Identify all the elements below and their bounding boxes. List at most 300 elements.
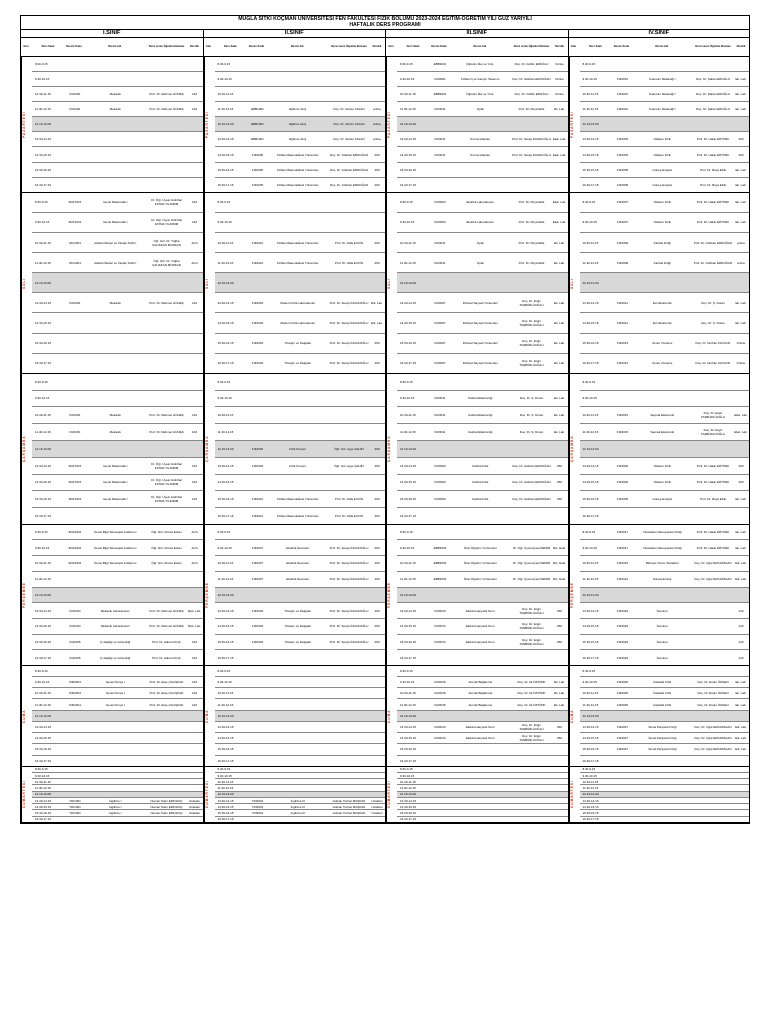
course-code: ENF1001	[68, 530, 82, 535]
room: Ek. Lab.	[735, 76, 747, 81]
course-name: Seminer	[656, 655, 668, 660]
time-cell: 14.30-15.15	[582, 624, 599, 629]
day-name: CUMA	[569, 666, 580, 766]
course-name: Elektrik Devreleri	[286, 545, 310, 550]
time-cell: 13.30-14.15	[35, 300, 52, 305]
course-code: FIZ4001	[616, 76, 629, 81]
course-code: FIZ4005	[616, 497, 629, 502]
time-cell: 14.30-15.15	[35, 736, 52, 741]
column-header: Derslik	[736, 45, 746, 49]
instructor: Prof. Dr. Serap KAVAKOĞLU	[329, 624, 369, 629]
instructor: Prof. Dr. Mehmet GÜNEŞ	[149, 430, 184, 435]
table-row	[397, 253, 568, 273]
instructor: Prof. Dr. Atilla EVCİN	[334, 497, 364, 502]
table-row	[397, 688, 568, 699]
room: Uzaktan	[371, 798, 383, 803]
table-row	[580, 677, 750, 688]
column-header: Dersi veren Öğretim Elemanı	[695, 45, 731, 49]
course-code: FIZ4019	[616, 561, 629, 566]
time-cell: 9.30-10.15	[400, 773, 415, 778]
instructor: Doç. Dr. Uğur ERKARSLAN	[694, 577, 732, 582]
table-row	[397, 213, 568, 233]
class-title: II.SINIF	[204, 30, 386, 38]
time-cell: 12.15-13.00	[35, 592, 52, 597]
table-row	[215, 57, 386, 72]
column-header: Dersin Adı	[473, 45, 487, 49]
time-cell: 15.30-16.15	[400, 497, 417, 502]
table-row	[397, 525, 568, 541]
time-cell: 15.30-16.15	[400, 747, 417, 752]
time-cell: 8.30-9.15	[217, 668, 231, 673]
course-code: FIZ3011	[434, 137, 446, 142]
instructor: Prof. Dr. Serap KAVAKOĞLU	[329, 341, 369, 346]
time-cell: 14.30-15.15	[217, 804, 234, 809]
course-code: FIZ4003	[616, 480, 629, 485]
table-row	[215, 817, 386, 822]
course-name: Modern Fizik Laboratuvarı	[280, 300, 316, 305]
room: 140	[191, 497, 197, 502]
table-row	[32, 588, 203, 604]
day-name: ÇARŞAMBA	[204, 374, 215, 524]
time-cell: 14.30-15.15	[217, 736, 234, 741]
instructor: Doç. Dr. Ergin TAŞBÜRLÜOĞLU	[519, 319, 544, 328]
room: Uzaktan	[188, 810, 200, 815]
room: Elk. Lab.	[735, 736, 747, 741]
room: 260	[374, 608, 380, 613]
time-cell: 16.30-17.15	[400, 513, 417, 518]
time-cell: 12.15-13.00	[582, 713, 599, 718]
time-cell: 8.30-9.15	[35, 668, 48, 673]
time-cell: 9.30-10.15	[35, 396, 50, 401]
instructor: Doç. Dr. Nurhan KAYACIK	[695, 361, 731, 366]
room: Elk. Lab.	[735, 561, 747, 566]
time-cell: 11.30-12.15	[35, 107, 51, 112]
table-row	[580, 619, 750, 635]
time-cell: 8.30-9.15	[35, 61, 48, 66]
table-row	[397, 817, 568, 822]
time-cell: 8.30-9.15	[400, 61, 413, 66]
course-name: Fizik Kimya I	[289, 446, 307, 451]
course-code: FIZ4023	[616, 655, 629, 660]
table-row	[32, 334, 203, 354]
course-name: Mekanik	[109, 92, 121, 97]
instructor: Prof. Dr. Mehmet GÜNEŞ	[149, 413, 184, 418]
instructor: Doç. Dr. Ergin TAŞBÜRLÜOĞLU	[700, 428, 726, 437]
course-code: FIZ3013	[434, 639, 446, 644]
table-row	[32, 117, 203, 132]
time-cell: 13.30-14.15	[217, 463, 234, 468]
time-cell: 9.30-10.15	[582, 773, 597, 778]
instructor: Doç. Dr. Ali ÖZTÜRK	[517, 702, 546, 707]
time-cell: 8.30-9.15	[217, 61, 231, 66]
instructor: Prof. Dr. Serap KAVAKOĞLU	[329, 361, 369, 366]
day-block	[569, 374, 750, 525]
room: Ek. Lab.	[735, 702, 747, 707]
table-row	[580, 441, 750, 458]
table-row	[215, 491, 386, 508]
table-row	[215, 253, 386, 273]
room: 260	[374, 446, 380, 451]
table-row	[397, 650, 568, 665]
instructor: Doç. Dr. Şaban EROĞLU	[696, 92, 730, 97]
day-block	[204, 525, 386, 666]
course-name: İngilizce I	[108, 798, 122, 803]
table-row	[32, 313, 203, 333]
table-row	[580, 147, 750, 162]
day-block	[204, 57, 386, 193]
time-cell: 14.30-15.15	[582, 736, 599, 741]
course-code: MAT1001	[68, 480, 82, 485]
room: 140	[191, 200, 197, 205]
time-cell: 14.30-15.15	[582, 480, 599, 485]
instructor: Doç. Dr. Gülbin EROĞLU	[514, 92, 549, 97]
time-cell: 13.30-14.15	[400, 300, 417, 305]
course-name: Katıhal Elektroniği	[468, 430, 493, 435]
table-row	[215, 407, 386, 424]
time-cell: 11.30-12.15	[217, 260, 234, 265]
course-name: İngilizce III	[290, 810, 305, 815]
instructor: Prof. Dr. Serap KAVAKOĞLU	[329, 639, 369, 644]
time-cell: 10.30-11.15	[400, 691, 416, 696]
time-cell: 14.30-15.15	[35, 480, 52, 485]
day-block	[386, 193, 568, 374]
time-cell: 13.30-14.15	[582, 725, 599, 730]
table-row	[397, 458, 568, 475]
course-code: FIZ1005	[69, 639, 81, 644]
room: 260	[738, 480, 744, 485]
instructor: Prof. Dr. Rüya EKE	[518, 220, 545, 225]
course-code: FIZ4027	[616, 725, 629, 730]
time-cell: 14.30-15.15	[35, 624, 52, 629]
table-row	[215, 733, 386, 744]
course-name: Titreşim ve Dalgalar	[284, 639, 312, 644]
time-cell: 12.15-13.00	[217, 280, 234, 285]
course-code: YDİ1001	[69, 804, 81, 809]
room: 140	[738, 624, 744, 629]
table-row	[32, 722, 203, 733]
course-code: MAT1001	[68, 200, 82, 205]
instructor: Prof. Dr. Eray ÇALIŞKAN	[149, 680, 184, 685]
room: Ek. Lab.	[553, 240, 565, 245]
course-name: Katıhal Fiziği	[653, 240, 671, 245]
room: Online	[555, 61, 564, 66]
schedule-grid	[20, 29, 750, 824]
column-header: Gün	[23, 45, 29, 49]
room: Ek. Lab.	[553, 321, 565, 326]
table-row	[215, 233, 386, 253]
table-row	[397, 273, 568, 293]
room: Ek. Lab.	[735, 530, 747, 535]
time-cell: 14.30-15.15	[217, 152, 234, 157]
table-row	[580, 57, 750, 72]
table-row	[215, 391, 386, 408]
course-name: Elektrik Laboratuvarı	[466, 220, 494, 225]
course-name: Fizikte Matematiksel Yöntemler	[276, 260, 319, 265]
room: Amfi	[191, 260, 198, 265]
table-row	[32, 441, 203, 458]
time-cell: 16.30-17.15	[400, 758, 417, 763]
time-cell: 10.30-11.15	[582, 413, 599, 418]
course-name: Sınav Yönetimi	[652, 341, 673, 346]
time-cell: 9.30-10.15	[35, 76, 50, 81]
time-cell: 10.30-11.15	[400, 92, 416, 97]
course-code: FIZ3007	[434, 341, 446, 346]
instructor: Doç. Dr. Gülnur ASLAN	[333, 137, 365, 142]
room: Ek. Lab.	[735, 300, 747, 305]
table-row	[397, 540, 568, 556]
course-name: İleri Elektronik	[652, 300, 672, 305]
column-header: Ders Saatı	[41, 45, 55, 49]
time-cell: 15.30-16.15	[217, 341, 234, 346]
instructor: Doç. Dr. Ersan ÖZGEN	[697, 702, 729, 707]
table-row	[215, 117, 386, 132]
instructor: Prof. Dr. Serap KAVAKOĞLU	[329, 545, 369, 550]
instructor: Doç. Dr. Gökhan ERDOĞAN	[329, 182, 369, 187]
course-name: İngilizce I	[108, 804, 122, 809]
room: Ek. Lab.	[735, 200, 747, 205]
time-cell: 16.30-17.15	[35, 182, 52, 187]
course-code: FIZ3013	[434, 725, 446, 730]
table-row	[397, 87, 568, 102]
time-cell: 10.30-11.15	[35, 561, 51, 566]
room: Elk. Lab.	[735, 747, 747, 752]
instructor: Prof. Dr. Gökhan ERDOĞAN	[693, 260, 733, 265]
table-row	[580, 603, 750, 619]
room: Ek. Lab.	[553, 260, 565, 265]
time-cell: 11.30-12.15	[217, 107, 234, 112]
column-header: Derslik	[555, 45, 564, 49]
time-cell: 11.30-12.15	[35, 430, 51, 435]
table-row	[215, 540, 386, 556]
time-cell: 12.15-13.00	[217, 792, 234, 797]
time-cell: 9.30-10.15	[217, 545, 232, 550]
table-row	[580, 407, 750, 424]
instructor: Doç. Dr. Ergin TAŞBÜRLÜOĞLU	[519, 298, 544, 307]
table-row	[32, 193, 203, 213]
time-cell: 12.15-13.00	[35, 792, 52, 797]
table-row	[32, 572, 203, 588]
course-code: FIZ4001	[616, 107, 629, 112]
table-row	[580, 354, 750, 373]
time-cell: 9.30-10.15	[582, 680, 597, 685]
time-cell: 16.30-17.15	[35, 817, 52, 822]
course-code: FIZ2001	[251, 497, 264, 502]
instructor: Prof. Dr. Gökhan ERDOĞAN	[693, 240, 733, 245]
course-name: Kuvvet Alanları	[470, 152, 491, 157]
course-code: FIZ1001	[69, 413, 81, 418]
instructor: Doç. Dr. Ersan ÖZGEN	[697, 691, 729, 696]
room: Ek. Lab.	[735, 497, 747, 502]
day-block	[21, 57, 203, 193]
table-row	[580, 213, 750, 233]
course-code: FIZ3011	[434, 107, 446, 112]
instructor: Dr. Öğr. Üyesi Gülnihal FATMA YILDIRIM	[151, 461, 182, 470]
day-name: SALI	[569, 193, 580, 373]
course-name: Elektromanyetik Teori	[465, 608, 495, 613]
table-row	[397, 117, 568, 132]
course-code: FIZ4009	[616, 260, 629, 265]
table-row	[397, 72, 568, 87]
course-name: Eğitime Giriş	[289, 122, 307, 127]
time-cell: 12.15-13.00	[35, 280, 52, 285]
course-name: Temel Bilgi Teknolojisi Kullanımı	[94, 545, 137, 550]
time-cell: 16.30-17.15	[35, 655, 52, 660]
time-cell: 13.30-14.15	[400, 463, 417, 468]
table-row	[397, 334, 568, 354]
room: 140	[191, 702, 197, 707]
table-row	[397, 744, 568, 755]
time-cell: 8.30-9.15	[35, 767, 48, 772]
instructor: Dr. Öğr. Üyesi Aysel DEMİR	[512, 577, 551, 582]
column-header: Ders Saatı	[589, 45, 602, 49]
day-name: ÇARŞAMBA	[569, 374, 580, 524]
course-name: Genel Kimya I	[105, 680, 125, 685]
schedule-sheet	[20, 15, 768, 824]
table-row	[32, 72, 203, 87]
course-code: FIZ2003	[251, 608, 264, 613]
table-row	[215, 666, 386, 677]
time-cell: 10.30-11.15	[400, 779, 416, 784]
day-name: CUMA	[204, 666, 215, 766]
time-cell: 12.15-13.00	[217, 592, 234, 597]
course-code: FIZ4013	[616, 341, 629, 346]
course-code: FIZ2003	[251, 300, 264, 305]
time-cell: 8.30-9.15	[217, 767, 231, 772]
instructor: Prof. Dr. Mehmet GÜNEŞ	[149, 92, 184, 97]
time-cell: 15.30-16.15	[217, 810, 234, 815]
room: 260	[556, 463, 562, 468]
day-name: SALI	[204, 193, 215, 373]
table-row	[32, 253, 203, 273]
time-cell: 14.30-15.15	[35, 321, 52, 326]
time-cell: 9.30-10.15	[35, 680, 50, 685]
table-row	[215, 293, 386, 313]
instructor: Prof. Dr. Adnan KILIÇ	[152, 639, 181, 644]
instructor: Doç. Dr. Gökhan ERDOĞAN	[512, 480, 551, 485]
room: 140	[191, 107, 197, 112]
room: Ek. Lab.	[553, 691, 565, 696]
course-code: FIZ1005	[69, 655, 81, 660]
room: 260	[556, 608, 562, 613]
course-code: FIZ3011	[434, 152, 446, 157]
column-headers	[386, 38, 568, 57]
room: Ek. Lab.	[553, 300, 565, 305]
course-code: FIZ4027	[616, 747, 629, 752]
course-name: Özel Öğretim Yöntemleri	[463, 577, 497, 582]
table-row	[32, 475, 203, 492]
room: Elk. Lab.	[735, 577, 747, 582]
table-row	[32, 540, 203, 556]
course-code: FIZ3001	[434, 76, 446, 81]
room: 140	[191, 430, 197, 435]
course-name: İngilizce III	[290, 798, 305, 803]
time-cell: 10.30-11.15	[35, 413, 51, 418]
time-cell: 13.30-14.15	[217, 137, 234, 142]
time-cell: 8.30-9.15	[400, 668, 413, 673]
table-row	[580, 391, 750, 408]
course-name: Mekanik	[109, 430, 121, 435]
instructor: Dr. Öğr. Üyesi Gülnihal FATMA YILDIRIM	[151, 198, 182, 207]
course-name: Seminer	[656, 608, 668, 613]
room: 260	[374, 463, 380, 468]
time-cell: 11.30-12.15	[35, 702, 51, 707]
table-row	[397, 588, 568, 604]
time-cell: 12.15-13.00	[35, 713, 52, 718]
table-row	[215, 87, 386, 102]
course-name: Genel Matematik I	[103, 497, 128, 502]
time-cell: 13.30-14.15	[582, 463, 599, 468]
time-cell: 11.30-12.15	[582, 702, 599, 707]
day-name: SALI	[21, 193, 32, 373]
table-row	[32, 733, 203, 744]
course-name: Nükleer Fizik	[653, 137, 671, 142]
table-row	[580, 688, 750, 699]
time-cell: 12.15-13.00	[400, 122, 417, 127]
table-row	[397, 733, 568, 744]
course-code: FIZ2003	[251, 341, 264, 346]
instructor: Doç. Dr. Gülbin EROĞLU	[514, 61, 549, 66]
instructor: Prof. Dr. Mehmet GÜNEŞ	[149, 107, 184, 112]
class-column	[568, 29, 751, 824]
time-cell: 9.30-10.15	[217, 220, 232, 225]
time-cell: 9.30-10.15	[582, 76, 597, 81]
room: Mek. Lab.	[187, 608, 202, 613]
table-row	[580, 635, 750, 651]
time-cell: 14.30-15.15	[217, 624, 234, 629]
course-code: FIZ3011	[434, 260, 446, 265]
room: Ek. Lab.	[553, 361, 565, 366]
table-row	[397, 699, 568, 710]
instructor: Prof. Dr. Rüya EKE	[518, 200, 545, 205]
time-cell: 10.30-11.15	[217, 779, 234, 784]
table-row	[215, 313, 386, 333]
course-name: Elektrik Devreleri	[286, 561, 310, 566]
time-cell: 12.15-13.00	[400, 713, 417, 718]
time-cell: 12.15-13.00	[400, 280, 417, 285]
course-code: FIZ1003	[69, 608, 81, 613]
table-row	[32, 650, 203, 665]
time-cell: 11.30-12.15	[400, 702, 416, 707]
course-name: Katıhal Fiziği	[653, 260, 671, 265]
class-title: I.SINIF	[21, 30, 203, 38]
day-block	[21, 666, 203, 767]
time-cell: 12.15-13.00	[217, 122, 234, 127]
column-header: Dersi veren Öğretim Elemanı	[513, 45, 550, 49]
table-row	[215, 374, 386, 391]
course-name: Sayısal Elektronik	[650, 430, 675, 435]
time-cell: 15.30-16.15	[582, 497, 599, 502]
room: Ek. Lab.	[553, 413, 565, 418]
course-name: Mekanik	[109, 413, 121, 418]
instructor: Prof. Dr. Hakkı ERTÜRK	[696, 545, 730, 550]
time-cell: 9.30-10.15	[400, 680, 415, 685]
table-row	[397, 711, 568, 722]
room: Ek. Lab.	[735, 92, 747, 97]
course-name: Genel Matematik I	[103, 463, 128, 468]
instructor: Prof. Dr. Rüya EKE	[518, 240, 545, 245]
time-cell: 10.30-11.15	[582, 240, 599, 245]
instructor: Doç. Dr. Ş. Duran	[701, 300, 725, 305]
column-header: Dersin Kodu	[431, 45, 447, 49]
table-row	[580, 424, 750, 441]
course-name: Optik	[476, 260, 484, 265]
time-cell: 16.30-17.15	[35, 513, 52, 518]
room: Elk. Lab.	[735, 725, 747, 730]
course-code: EBB3003	[433, 545, 447, 550]
course-code: FIZ1001	[69, 300, 81, 305]
day-name: CUMARTESİ	[21, 767, 32, 822]
instructor: Doç. Dr. Nurhan KAYACIK	[695, 341, 731, 346]
